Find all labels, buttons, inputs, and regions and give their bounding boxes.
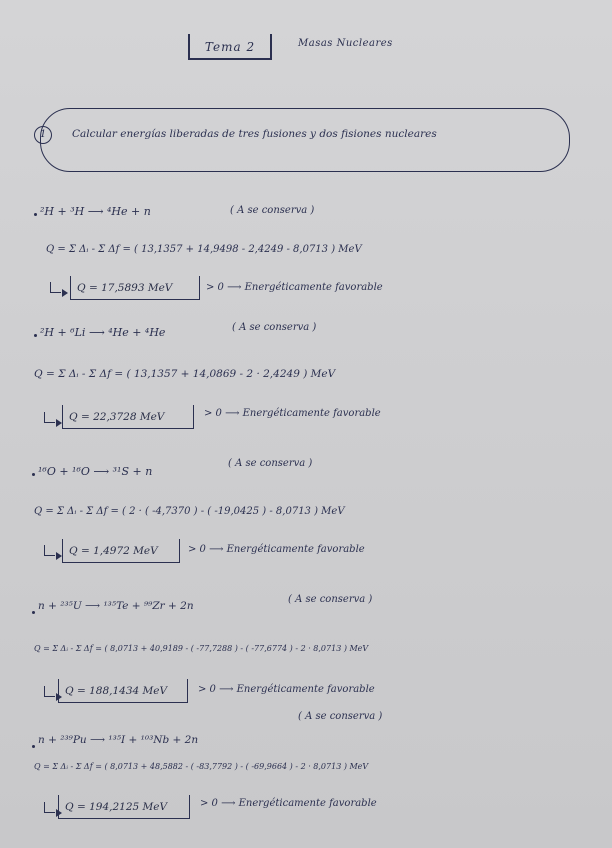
- reaction-4-equation: n + ²³⁵U ⟶ ¹³⁵Te + ⁹⁹Zr + 2n: [38, 600, 194, 612]
- reaction-2-note: ( A se conserva ): [232, 322, 317, 333]
- reaction-2-conclusion: > 0 ⟶ Energéticamente favorable: [204, 408, 381, 419]
- reaction-2-equation: ²H + ⁶Li ⟶ ⁴He + ⁴He: [40, 326, 166, 339]
- problem-number: 1: [34, 126, 52, 144]
- reaction-5-conclusion: > 0 ⟶ Energéticamente favorable: [200, 798, 377, 809]
- result-arrow-icon: [44, 802, 55, 813]
- reaction-1-conclusion: > 0 ⟶ Energéticamente favorable: [206, 282, 383, 293]
- result-arrow-icon: [44, 412, 55, 423]
- result-arrow-icon: [44, 686, 55, 697]
- reaction-5-equation: n + ²³⁹Pu ⟶ ¹³⁵I + ¹⁰³Nb + 2n: [38, 734, 199, 746]
- reaction-3-equation: ¹⁶O + ¹⁶O ⟶ ³¹S + n: [38, 465, 153, 478]
- reaction-3-result: Q = 1,4972 MeV: [62, 539, 180, 563]
- reaction-3-note: ( A se conserva ): [228, 458, 313, 469]
- reaction-4-note: ( A se conserva ): [288, 594, 373, 605]
- reaction-3-q-formula: Q = Σ Δᵢ - Σ Δf = ( 2 · ( -4,7370 ) - ( -19,0425 ) - 8,0713 ) MeV: [34, 506, 345, 517]
- result-arrow-icon: [50, 282, 61, 293]
- result-arrow-icon: [44, 545, 55, 556]
- bullet-icon: [34, 334, 37, 337]
- reaction-4-q-formula: Q = Σ Δᵢ - Σ Δf = ( 8,0713 + 40,9189 - ( -77,7288 ) - ( -77,6774 ) - 2 · 8,0713 ) MeV: [34, 644, 369, 653]
- reaction-5-q-formula: Q = Σ Δᵢ - Σ Δf = ( 8,0713 + 48,5882 - ( -83,7792 ) - ( -69,9664 ) - 2 · 8,0713 ) MeV: [34, 762, 369, 771]
- reaction-4-conclusion: > 0 ⟶ Energéticamente favorable: [198, 684, 375, 695]
- reaction-1-equation: ²H + ³H ⟶ ⁴He + n: [40, 205, 151, 218]
- topic-label: Tema 2: [204, 40, 256, 54]
- reaction-1-result: Q = 17,5893 MeV: [70, 276, 200, 300]
- reaction-4-result: Q = 188,1434 MeV: [58, 679, 188, 703]
- reaction-1-q-formula: Q = Σ Δᵢ - Σ Δf = ( 13,1357 + 14,9498 - 2,4249 - 8,0713 ) MeV: [46, 244, 362, 255]
- reaction-5-result: Q = 194,2125 MeV: [58, 795, 190, 819]
- bullet-icon: [32, 611, 35, 614]
- bullet-icon: [32, 473, 35, 476]
- problem-statement-box: [40, 108, 570, 172]
- bullet-icon: [34, 213, 37, 216]
- bullet-icon: [32, 745, 35, 748]
- reaction-1-note: ( A se conserva ): [230, 205, 315, 216]
- reaction-2-q-formula: Q = Σ Δᵢ - Σ Δf = ( 13,1357 + 14,0869 - 2 · 2,4249 ) MeV: [34, 368, 336, 380]
- page-title: Masas Nucleares: [298, 38, 393, 49]
- reaction-2-result: Q = 22,3728 MeV: [62, 405, 194, 429]
- topic-box: [188, 34, 272, 60]
- problem-statement: Calcular energías liberadas de tres fusiones y dos fisiones nucleares: [72, 128, 437, 140]
- reaction-3-conclusion: > 0 ⟶ Energéticamente favorable: [188, 544, 365, 555]
- reaction-5-note: ( A se conserva ): [298, 711, 383, 722]
